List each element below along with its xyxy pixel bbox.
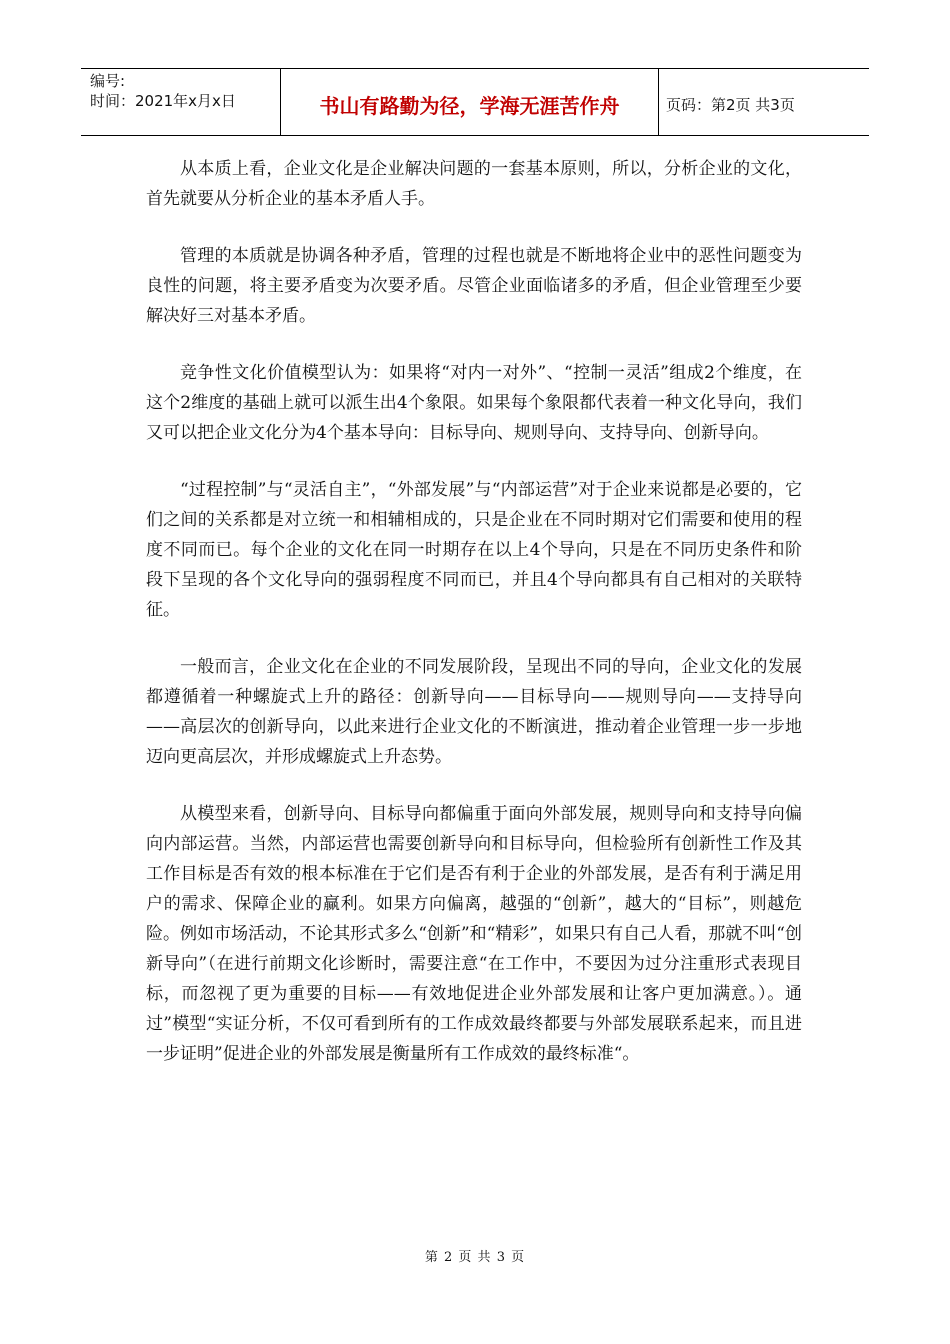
paragraph-1: 从本质上看，企业文化是企业解决问题的一套基本原则，所以，分析企业的文化，首先就要从分析企业的基本矛盾人手。 — [146, 159, 802, 209]
document-number-label: 编号: — [90, 72, 126, 90]
paragraph-2: 管理的本质就是协调各种矛盾，管理的过程也就是不断地将企业中的恶性问题变为良性的问题，将主要矛盾变为次要矛盾。尽管企业面临诸多的矛盾，但企业管理至少要解决好三对基本矛盾。 — [146, 246, 802, 326]
page-header — [81, 68, 869, 136]
paragraph-5: 一般而言，企业文化在企业的不同发展阶段，呈现出不同的导向，企业文化的发展都遵循着一种螺旋式上升的路径：创新导向——目标导向——规则导向——支持导向——高层次的创新导向，以此来进行企业文化的不断演进，推动着企业管理一步一步地迈向更高层次，并形成螺旋式上升态势。 — [146, 657, 802, 767]
page-footer: 第 2 页 共 3 页 — [424, 1250, 526, 1265]
paragraph-4: “过程控制”与“灵活自主”，“外部发展”与“内部运营”对于企业来说都是必要的，它们之间的关系都是对立统一和相辅相成的，只是企业在不同时期对它们需要和使用的程度不同而已。每个企业的文化在同一时期存在以上4个导向，只是在不同历史条件和阶段下呈现的各个文化导向的强弱程度不同而已，并且4个导向都具有自己相对的关联特征。 — [146, 480, 802, 620]
document-time-label: 时间：2021年x月x日 — [90, 92, 236, 110]
header-motto: 书山有路勤为径，学海无涯苦作舟 — [281, 69, 659, 135]
header-meta — [81, 69, 281, 135]
document-body — [146, 154, 802, 1096]
header-page-info: 页码：第2页 共3页 — [666, 95, 795, 114]
paragraph-6: 从模型来看，创新导向、目标导向都偏重于面向外部发展，规则导向和支持导向偏向内部运营。当然，内部运营也需要创新导向和目标导向，但检验所有创新性工作及其工作目标是否有效的根本标准在于它们是否有利于企业的外部发展，是否有利于满足用户的需求、保障企业的赢利。如果方向偏离，越强的“创新”，越大的“目标”，则越危险。例如市场活动，不论其形式多么“创新”和“精彩”，如果只有自己人看，那就不叫“创新导向”（在进行前期文化诊断时，需要注意“在工作中，不要因为过分注重形式表现目标，而忽视了更为重要的目标——有效地促进企业外部发展和让客户更加满意。）。通过”模型“实证分析，不仅可看到所有的工作成效最终都要与外部发展联系起来，而且进一步证明”促进企业的外部发展是衡量所有工作成效的最终标准“。 — [146, 804, 802, 1064]
paragraph-3: 竞争性文化价值模型认为：如果将“对内一对外”、“控制一灵活”组成2个维度，在这个2维度的基础上就可以派生出4个象限。如果每个象限都代表着一种文化导向，我们又可以把企业文化分为4个基本导向：目标导向、规则导向、支持导向、创新导向。 — [146, 363, 802, 443]
